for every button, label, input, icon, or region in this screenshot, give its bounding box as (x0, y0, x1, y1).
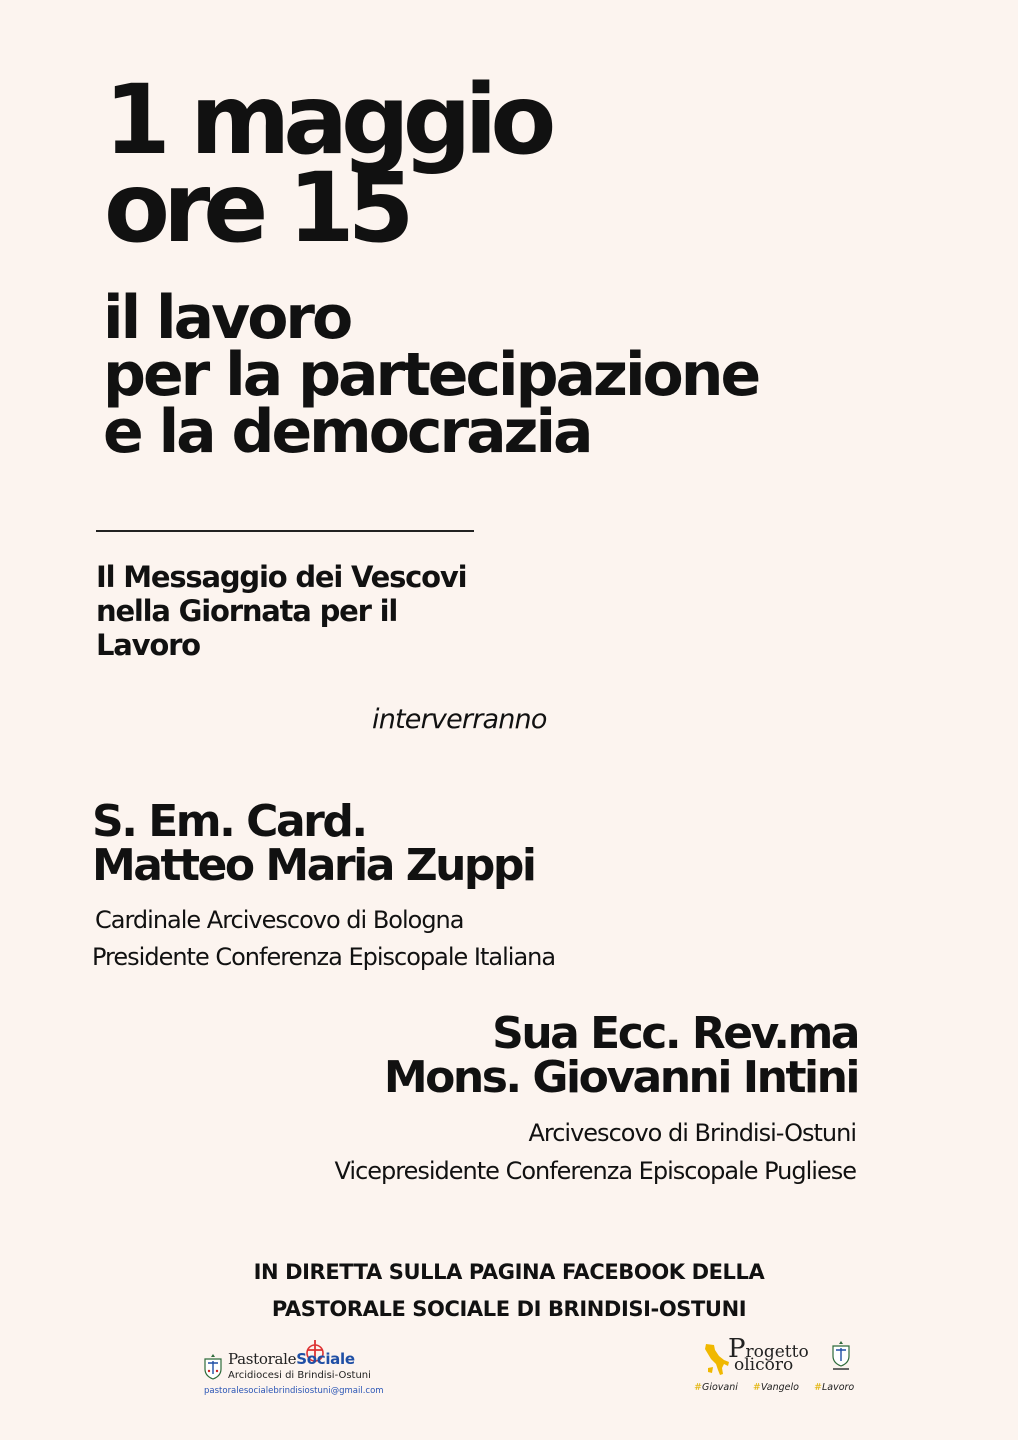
live-line: PASTORALE SOCIALE DI BRINDISI-OSTUNI (271, 1297, 747, 1321)
logo-tags (694, 1382, 866, 1393)
speaker2-title: Sua Ecc. Rev.ma (492, 1008, 858, 1059)
message-line: nella Giornata per il (96, 594, 398, 628)
event-date: 1 maggio (104, 64, 550, 176)
tag: Vangelo (760, 1382, 799, 1393)
event-time: ore 15 (104, 152, 408, 264)
speaker2-roles (335, 1114, 856, 1190)
logo-brand-a: Pastorale (228, 1350, 297, 1368)
message-line: Lavoro (96, 628, 200, 662)
hash-mark: # (694, 1382, 702, 1393)
message-line: Il Messaggio dei Vescovi (96, 560, 467, 594)
hash-mark: # (813, 1382, 822, 1393)
logo-line1-text: rogetto (745, 1342, 809, 1362)
speaker1-name (92, 796, 535, 891)
speaker1-fullname: Matteo Maria Zuppi (92, 840, 535, 891)
speaker1-role: Cardinale Arcivescovo di Bologna (95, 906, 464, 934)
speaker1-role: Presidente Conferenza Episcopale Italiana (92, 943, 556, 971)
speaker1-roles (92, 902, 555, 976)
logo-email: pastoralesocialebrindisiostuni@gmail.com (204, 1386, 384, 1396)
theme-line: il lavoro (103, 283, 351, 353)
hash-mark: # (752, 1382, 761, 1393)
theme-line: e la democrazia (103, 397, 591, 467)
theme-line: per la partecipazione (103, 340, 759, 410)
event-theme (103, 283, 759, 467)
speakers-label: interverranno (372, 704, 547, 735)
divider (96, 530, 474, 532)
logo-line2: olicoro (734, 1355, 794, 1375)
live-line: IN DIRETTA SULLA PAGINA FACEBOOK DELLA (253, 1260, 765, 1284)
speaker1-title: S. Em. Card. (92, 796, 366, 847)
tag: Lavoro (821, 1382, 855, 1393)
logo-subtitle: Arcidiocesi di Brindisi-Ostuni (228, 1370, 371, 1381)
speaker2-fullname: Mons. Giovanni Intini (383, 1052, 858, 1103)
speaker2-role: Arcivescovo di Brindisi-Ostuni (528, 1119, 856, 1147)
logo-initial: P (728, 1334, 746, 1364)
speaker2-name (383, 1008, 858, 1103)
logo-brand (228, 1350, 355, 1368)
logo-brand-b: Sociale (296, 1350, 355, 1368)
tag: Giovani (701, 1382, 738, 1393)
live-stream-notice (0, 1254, 1018, 1328)
diocese-crest-icon (202, 1352, 224, 1380)
diocese-crest-icon (830, 1340, 852, 1374)
progetto-policoro-logo (694, 1334, 856, 1400)
speaker2-role: Vicepresidente Conferenza Episcopale Pugliese (334, 1157, 856, 1185)
pastorale-sociale-logo (198, 1338, 384, 1402)
message-subtitle (96, 560, 466, 662)
